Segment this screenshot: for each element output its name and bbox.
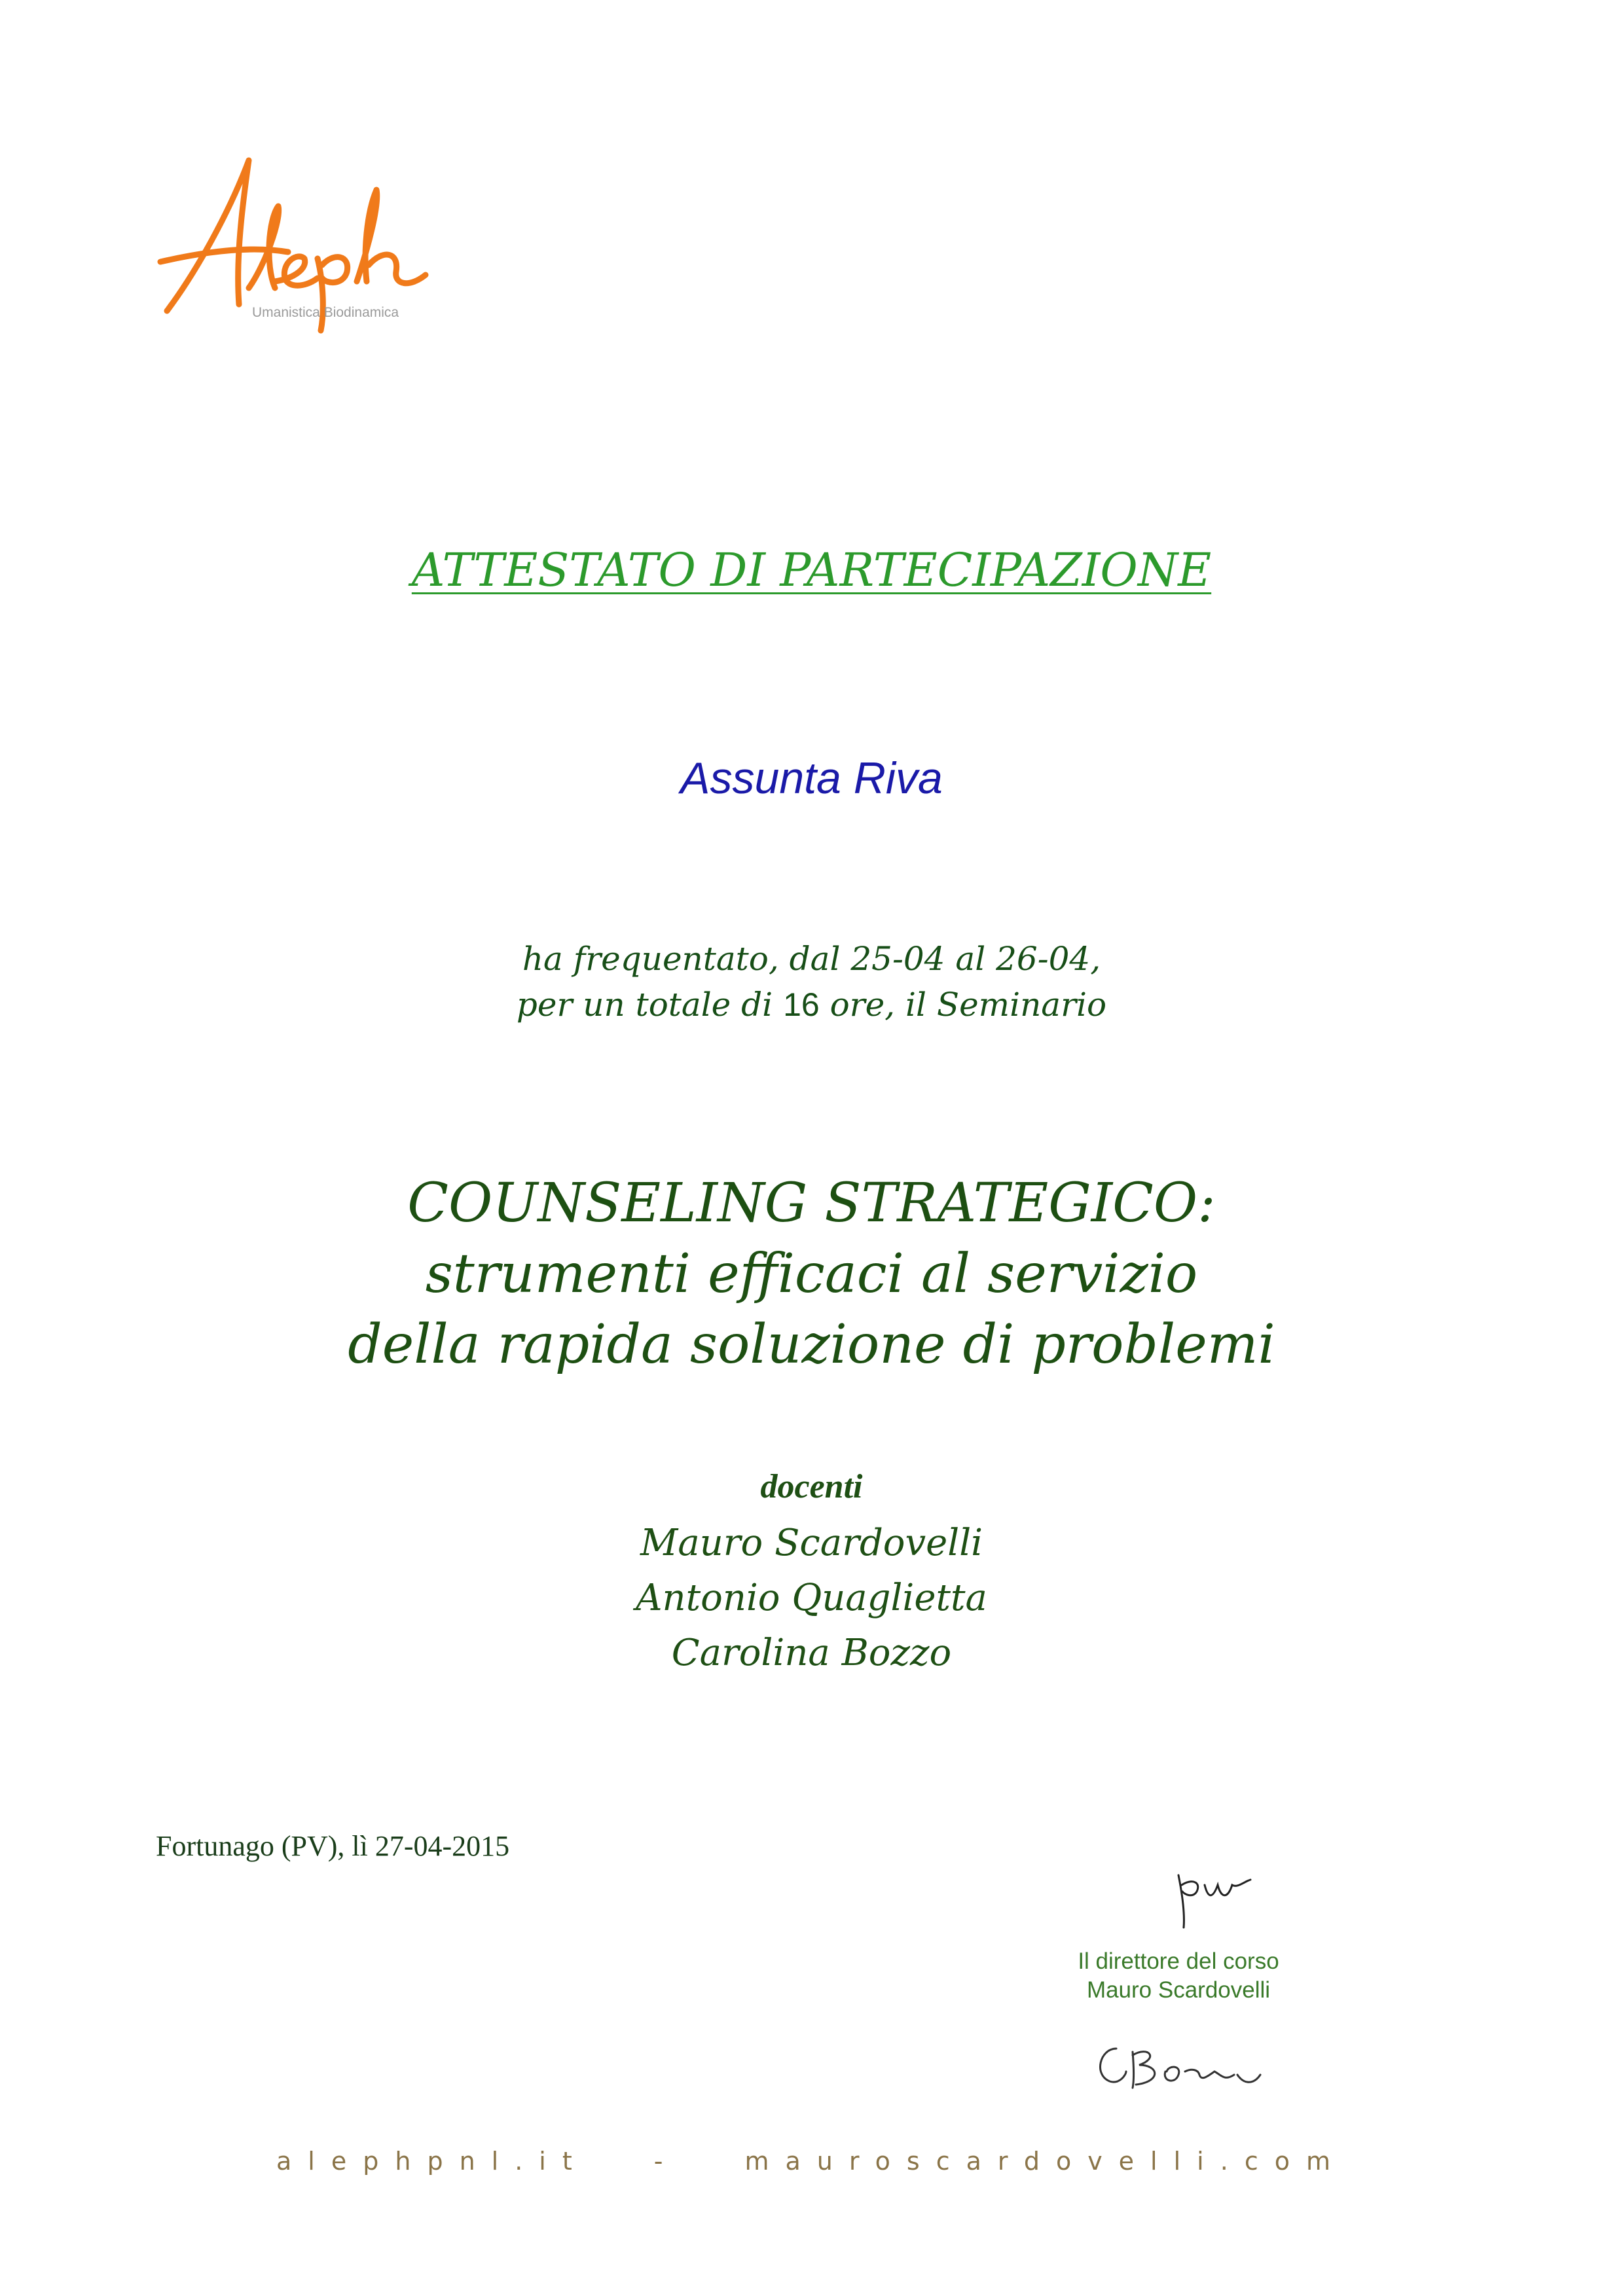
teacher-name: Antonio Quaglietta <box>636 1577 987 1619</box>
attendance-prefix: per un totale di <box>516 986 784 1024</box>
teachers-label: docenti <box>760 1468 863 1505</box>
attendance-suffix: ore, il Seminario <box>819 986 1107 1024</box>
footer-link-mauroscardovelli[interactable]: mauroscardovelli.com <box>744 2147 1347 2176</box>
attendance-hours: 16 <box>783 986 820 1023</box>
director-block <box>1048 1947 1309 2005</box>
course-title-line-1: COUNSELING STRATEGICO: <box>407 1172 1216 1234</box>
course-title-line-2: strumenti efficaci al servizio <box>425 1243 1198 1305</box>
course-title <box>0 1168 1623 1380</box>
director-name: Mauro Scardovelli <box>1086 1977 1271 2003</box>
footer-separator: - <box>653 2147 680 2176</box>
footer-link-alephpnl[interactable]: alephpnl.it <box>276 2147 589 2176</box>
participant-name: Assunta Riva <box>680 753 943 803</box>
teachers-list <box>0 1516 1623 1681</box>
attendance-line-2 <box>0 982 1623 1028</box>
logo-subtitle: Umanistica Biodinamica <box>252 305 399 320</box>
footer-websites <box>0 2147 1623 2176</box>
attendance-line-1: ha frequentato, dal 25-04 al 26-04, <box>522 940 1101 978</box>
certificate-title: ATTESTATO DI PARTECIPAZIONE <box>411 543 1212 597</box>
director-signature <box>1172 1865 1270 1931</box>
teacher-name: Mauro Scardovelli <box>640 1522 983 1564</box>
teacher-name: Carolina Bozzo <box>671 1632 952 1674</box>
director-role: Il direttore del corso <box>1078 1948 1279 1974</box>
attendance-text <box>0 936 1623 1028</box>
second-signature <box>1087 2029 1283 2108</box>
place-date: Fortunago (PV), lì 27-04-2015 <box>156 1830 510 1862</box>
course-title-line-3: della rapida soluzione di problemi <box>348 1314 1275 1376</box>
